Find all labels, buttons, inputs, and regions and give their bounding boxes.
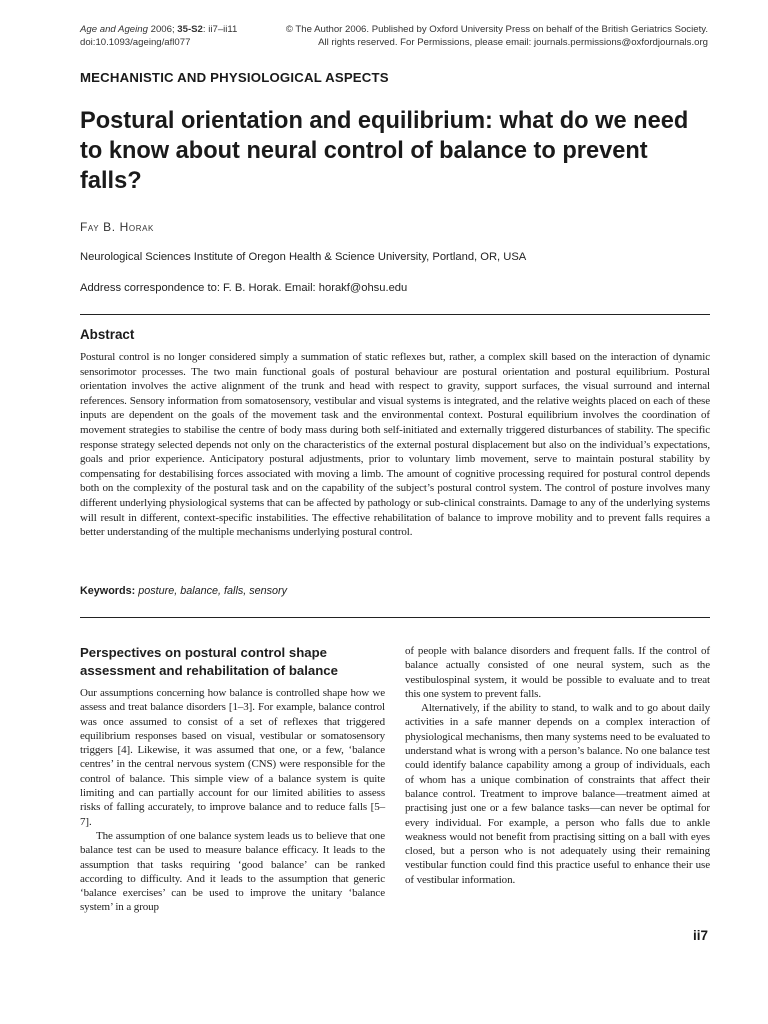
keywords-label: Keywords: <box>80 585 136 597</box>
divider-bottom <box>80 617 710 618</box>
body-paragraph: Our assumptions concerning how balance is controlled shape how we assess and treat balance disorders [1–3]. For example, balance control was once assumed to consist of a set of reflexes that triggered equilibrium responses based on visual, vestibular or somatosensory triggers [4]. Likewise, it was assumed that one, or a few, ‘balance centres’ in the central nervous system (CNS) were responsible for the control of balance. This simple view of a balance system is quite limiting and can partially account for our limited abilities to assess risks of falling accurately, to improve balance and to reduce falls [5–7]. <box>80 687 385 828</box>
divider-top <box>80 314 710 315</box>
keywords-text: posture, balance, falls, sensory <box>135 585 288 597</box>
section-label: MECHANISTIC AND PHYSIOLOGICAL ASPECTS <box>80 70 389 85</box>
author-name: Fay B. Horak <box>80 220 154 234</box>
body-paragraph: of people with balance disorders and frequent falls. If the control of balance actually consisted of one neural system, such as the vestibulospinal system, it would be possible to evaluate and to treat this one system to prevent falls. <box>405 645 710 700</box>
article-title: Postural orientation and equilibrium: what do we need to know about neural control of balance to prevent falls? <box>80 108 689 194</box>
journal-year: 2006; <box>147 24 178 35</box>
body-paragraph: The assumption of one balance system leads us to believe that one balance test can be used to measure balance efficacy. It leads to the assumption that tasks requiring ‘good balance’ can be ranked according to difficulty. And it leads to the assumption that generic ‘balance exercises’ can be used to improve the unitary ‘balance system’ in a group <box>80 829 385 914</box>
body-column-right <box>405 644 710 887</box>
journal-volume: 35-S2 <box>177 24 203 35</box>
page-number: ii7 <box>692 928 708 943</box>
copyright-line: © The Author 2006. Published by Oxford University Press on behalf of the British Geriatrics Society. <box>285 24 708 35</box>
permissions-line: All rights reserved. For Permissions, please email: journals.permissions@oxfordjournals.org <box>318 37 708 48</box>
keywords <box>80 585 710 597</box>
abstract-text: Postural control is no longer considered simply a summation of static reflexes but, rather, a complex skill based on the interaction of dynamic sensorimotor processes. The two main functional goals of postural behaviour are postural orientation and postural equilibrium. Postural orientation involves the active alignment of the trunk and head with respect to gravity, support surfaces, the visual surround and internal references. Sensory information from somatosensory, vestibular and visual systems is integrated, and the relative weights placed on each of these inputs are dependent on the goals of the movement task and the environmental context. Postural equilibrium involves the coordination of movement strategies to stabilise the centre of body mass during both self-initiated and externally triggered disturbances of stability. The specific response strategy selected depends not only on the characteristics of the external postural displacement but also on the individual’s expectations, goals and prior experience. Anticipatory postural adjustments, prior to voluntary limb movement, serve to maintain postural stability by compensating for destabilising forces associated with moving a limb. The amount of cognitive processing required for postural control depends both on the complexity of the postural task and on the capability of the subject’s postural control system. The control of posture involves many different underlying physiological systems that can be affected by pathology or sub-clinical constraints. Damage to any of the underlying systems will result in different, context-specific instabilities. The effective rehabilitation of balance to improve mobility and to prevent falls requires a better understanding of the multiple mechanisms underlying postural control. <box>80 351 710 539</box>
journal-pages: : ii7–ii11 <box>202 24 238 35</box>
section-heading: Perspectives on postural control shape assessment and rehabilitation of balance <box>80 645 338 678</box>
doi: doi:10.1093/ageing/afl077 <box>80 37 191 48</box>
correspondence: Address correspondence to: F. B. Horak. Email: horakf@ohsu.edu <box>80 282 408 294</box>
journal-name: Age and Ageing <box>80 24 148 35</box>
abstract-heading: Abstract <box>80 327 135 342</box>
body-column-left <box>80 644 385 915</box>
affiliation: Neurological Sciences Institute of Oregon Health & Science University, Portland, OR, USA <box>80 251 527 263</box>
copyright-header <box>238 23 708 49</box>
body-paragraph: Alternatively, if the ability to stand, to walk and to go about daily activities in a safe manner depends on a complex interaction of physiological mechanisms, then many systems need to be evaluated to understand what is wrong with a person’s balance. No one balance test could identify balance capability among a group of individuals, each of whom has a unique combination of constraints that affect their balance control. Treatment to improve balance—treatment aimed at practising just one or a few balance tasks—can never be optimal for every individual. For example, a person who falls due to ankle weakness would not benefit from practising sitting on a ball with eyes closed, but a person who is not adequately using their remaining vestibular function could find this practice useful to enhance their use of vestibular information. <box>405 702 710 886</box>
